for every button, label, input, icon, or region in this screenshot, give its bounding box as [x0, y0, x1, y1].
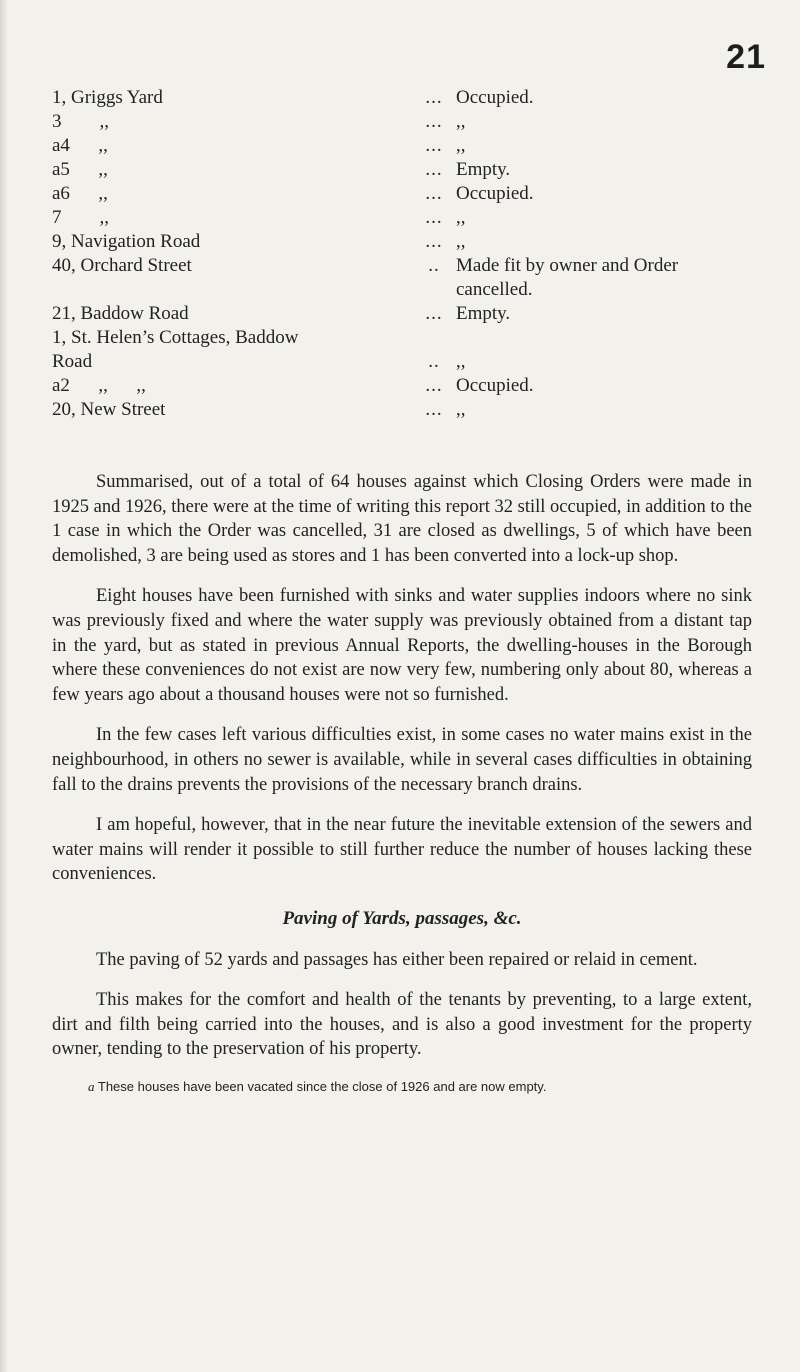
list-item — [52, 398, 752, 422]
list-item-status: ,, — [456, 399, 466, 420]
page-number: 21 — [726, 38, 766, 76]
list-item-status: ,, — [456, 351, 466, 372]
list-item — [52, 374, 752, 398]
list-item-leader-dots: ... — [425, 183, 443, 204]
list-item — [52, 182, 752, 206]
list-item — [52, 254, 752, 302]
list-item-leader-dots: ... — [425, 231, 443, 252]
list-item-leader-dots: ... — [425, 87, 443, 108]
list-item-address: a6 ,, — [52, 183, 108, 204]
list-item — [52, 326, 752, 350]
list-item — [52, 158, 752, 182]
list-item-status: Empty. — [456, 159, 511, 180]
difficulties-paragraph: In the few cases left various difficulties exist, in some cases no water mains exist in the neighbourhood, in others no sewer is available, while in several cases difficulties in obtaining fall to the drains prevents the provisions of the necessary branch drains. — [52, 725, 752, 795]
list-item-status: ,, — [456, 231, 466, 252]
list-item-address: 7 ,, — [52, 207, 109, 228]
list-item-leader-dots: ... — [425, 135, 443, 156]
paving-paragraph: The paving of 52 yards and passages has either been repaired or relaid in cement. — [96, 949, 698, 970]
list-item-leader-dots: ... — [425, 159, 443, 180]
list-item-leader-dots: .. — [428, 255, 440, 276]
list-item-leader-dots: ... — [425, 303, 443, 324]
comfort-paragraph: This makes for the comfort and health of the tenants by preventing, to a large extent, dirt and filth being carried into the houses, and is also a good investment for the property owner, tending to the preservation of his property. — [52, 990, 752, 1060]
list-item-status: ,, — [456, 207, 466, 228]
list-item-address: a2 ,, ,, — [52, 375, 146, 396]
list-item — [52, 110, 752, 134]
footnote — [52, 1078, 752, 1096]
list-item-status: Occupied. — [456, 183, 534, 204]
list-item-leader-dots: ... — [425, 399, 443, 420]
list-item-status: Empty. — [456, 303, 511, 324]
list-item-leader-dots: ... — [425, 207, 443, 228]
hopeful-paragraph: I am hopeful, however, that in the near future the inevitable extension of the sewers and water mains will render it possible to still further reduce the number of houses lacking these conveniences. — [52, 815, 752, 885]
list-item-status: ,, — [456, 135, 466, 156]
list-item — [52, 302, 752, 326]
paving-section-heading: Paving of Yards, passages, &c. — [282, 907, 522, 929]
list-item-address: 40, Orchard Street — [52, 255, 192, 276]
report-body — [52, 470, 752, 1096]
list-item-status: Made fit by owner and Order cancelled. — [456, 255, 679, 300]
footnote-text: These houses have been vacated since the close of 1926 and are now empty. — [97, 1078, 547, 1094]
list-item-address: 1, St. Helen’s Cottages, Baddow — [52, 327, 299, 348]
footnote-mark: a — [88, 1078, 95, 1094]
list-item — [52, 206, 752, 230]
list-item — [52, 134, 752, 158]
list-item — [52, 86, 752, 110]
list-item-leader-dots: .. — [428, 351, 440, 372]
page-binding-edge — [0, 0, 8, 1372]
closing-orders-list — [52, 86, 752, 422]
list-item-address: 21, Baddow Road — [52, 303, 189, 324]
list-item-status: Occupied. — [456, 375, 534, 396]
list-item-status: ,, — [456, 111, 466, 132]
list-item-address: a4 ,, — [52, 135, 108, 156]
sinks-paragraph: Eight houses have been furnished with sinks and water supplies indoors where no sink was previously fixed and where the water supply was previously obtained from a distant tap in the yard, but as stated in previous Annual Reports, the dwelling-houses in the Borough where these conveniences do not exist are now very few, numbering only about 80, whereas a few years ago about a thousand houses were not so furnished. — [52, 586, 752, 705]
list-item — [52, 230, 752, 254]
list-item-leader-dots: ... — [425, 111, 443, 132]
list-item-address: 3 ,, — [52, 111, 109, 132]
summary-paragraph: Summarised, out of a total of 64 houses against which Closing Orders were made in 1925 and 1926, there were at the time of writing this report 32 still occupied, in addition to the 1 case in which the Order was cancelled, 31 are closed as dwellings, 5 of which have been demolished, 3 are being used as stores and 1 has been converted into a lock-up shop. — [52, 472, 752, 566]
list-item — [52, 350, 752, 374]
list-item-address: a5 ,, — [52, 159, 108, 180]
list-item-address: 20, New Street — [52, 399, 166, 420]
list-item-leader-dots: ... — [425, 375, 443, 396]
list-item-address: 9, Navigation Road — [52, 231, 201, 252]
list-item-address: 1, Griggs Yard — [52, 87, 163, 108]
list-item-status: Occupied. — [456, 87, 534, 108]
list-item-address: Road — [52, 351, 93, 372]
